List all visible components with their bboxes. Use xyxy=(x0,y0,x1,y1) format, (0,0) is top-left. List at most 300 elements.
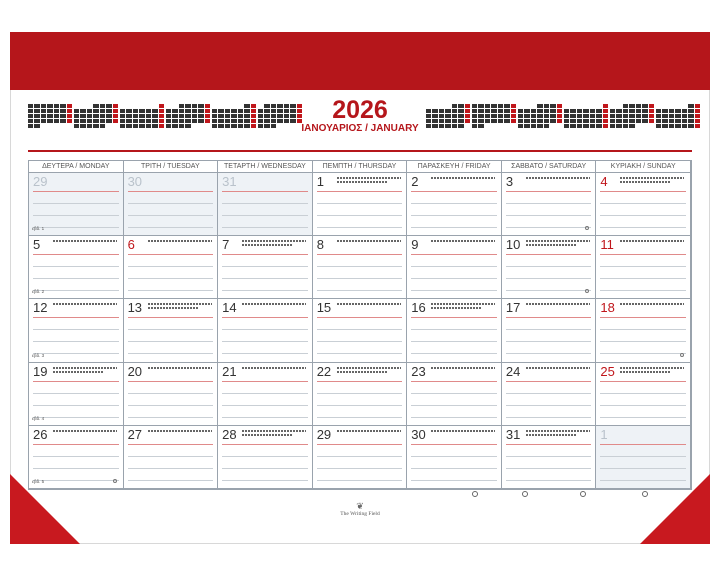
day-cell[interactable] xyxy=(313,299,408,362)
writing-line xyxy=(128,468,214,469)
writing-line xyxy=(506,417,592,418)
nameday-text xyxy=(526,303,590,305)
writing-line xyxy=(600,290,686,291)
writing-line xyxy=(506,468,592,469)
writing-line xyxy=(33,317,119,318)
writing-line xyxy=(222,341,308,342)
nameday-text xyxy=(526,177,590,179)
nameday-text xyxy=(431,307,481,309)
day-cell[interactable] xyxy=(502,173,597,236)
nameday-text xyxy=(53,430,117,432)
writing-line xyxy=(506,381,592,382)
writing-line xyxy=(411,215,497,216)
nameday-text xyxy=(620,303,684,305)
legend-new-moon xyxy=(470,491,478,497)
nameday-text xyxy=(337,367,401,369)
weekday-header: ΔΕΥΤΕΡΑ / MONDAY xyxy=(29,161,124,173)
day-cell[interactable] xyxy=(29,426,124,489)
writing-line xyxy=(128,191,214,192)
day-number: 31 xyxy=(505,426,521,442)
mini-month-days xyxy=(656,104,700,128)
week-number: εβδ. 5 xyxy=(32,478,45,484)
mini-month xyxy=(656,97,700,135)
month-title xyxy=(290,97,430,135)
day-cell[interactable] xyxy=(313,236,408,299)
day-number: 22 xyxy=(316,363,332,379)
writing-line xyxy=(222,278,308,279)
day-number: 14 xyxy=(222,300,237,316)
writing-line xyxy=(600,266,686,267)
writing-line xyxy=(600,215,686,216)
writing-line xyxy=(317,393,403,394)
writing-line xyxy=(222,215,308,216)
writing-line xyxy=(317,254,403,255)
moon-phase-icon xyxy=(585,226,589,230)
writing-line xyxy=(33,329,119,330)
day-number: 26 xyxy=(33,426,48,442)
writing-line xyxy=(128,215,214,216)
writing-line xyxy=(411,456,497,457)
writing-line xyxy=(317,203,403,204)
nameday-text xyxy=(337,430,401,432)
legend-last-quarter xyxy=(640,491,648,497)
writing-line xyxy=(411,203,497,204)
writing-line xyxy=(222,317,308,318)
month-label: ΙΑΝΟΥΑΡΙΟΣ / JANUARY xyxy=(301,123,419,134)
writing-line xyxy=(317,215,403,216)
nameday-text xyxy=(53,371,103,373)
day-cell[interactable] xyxy=(29,173,124,236)
writing-line xyxy=(600,254,686,255)
day-number: 1 xyxy=(316,174,324,189)
day-number: 18 xyxy=(600,300,615,316)
mini-month-title xyxy=(518,97,562,102)
day-cell[interactable] xyxy=(124,363,219,426)
weekday-header: ΠΑΡΑΣΚΕΥΗ / FRIDAY xyxy=(407,161,502,173)
writing-line xyxy=(317,381,403,382)
day-number: 29 xyxy=(33,174,48,189)
writing-line xyxy=(317,191,403,192)
nameday-text xyxy=(526,244,576,246)
day-number: 19 xyxy=(33,363,48,379)
writing-line xyxy=(317,266,403,267)
writing-line xyxy=(506,480,592,481)
day-number: 25 xyxy=(600,363,615,379)
legend-full-moon xyxy=(520,491,528,497)
writing-line xyxy=(128,381,214,382)
nameday-text xyxy=(148,240,212,242)
mini-month xyxy=(166,97,210,135)
mini-month-title xyxy=(610,97,654,102)
day-number: 2 xyxy=(411,174,419,189)
writing-line xyxy=(222,480,308,481)
writing-line xyxy=(600,405,686,406)
day-number: 10 xyxy=(505,237,521,253)
day-cell[interactable] xyxy=(124,299,219,362)
nameday-text xyxy=(431,367,495,369)
writing-line xyxy=(411,254,497,255)
day-cell[interactable] xyxy=(596,426,691,489)
writing-line xyxy=(506,215,592,216)
day-cell[interactable] xyxy=(407,363,502,426)
day-number: 8 xyxy=(316,237,324,253)
nameday-text xyxy=(526,367,590,369)
weekday-header: ΠΕΜΠΤΗ / THURSDAY xyxy=(313,161,408,173)
writing-line xyxy=(506,266,592,267)
day-number: 13 xyxy=(127,300,143,316)
day-number: 27 xyxy=(127,426,143,442)
day-cell[interactable] xyxy=(218,363,313,426)
nameday-text xyxy=(53,303,117,305)
writing-line xyxy=(506,329,592,330)
nameday-text xyxy=(337,177,401,179)
mini-month-title xyxy=(74,97,118,102)
writing-line xyxy=(33,456,119,457)
mini-month-days xyxy=(166,104,210,128)
moon-phase-icon xyxy=(585,289,589,293)
nameday-text xyxy=(242,367,306,369)
writing-line xyxy=(33,405,119,406)
nameday-text xyxy=(337,181,387,183)
writing-line xyxy=(411,191,497,192)
day-cell[interactable] xyxy=(29,236,124,299)
mini-month-title xyxy=(28,97,72,102)
day-cell[interactable] xyxy=(124,173,219,236)
writing-line xyxy=(600,468,686,469)
writing-line xyxy=(317,405,403,406)
day-cell[interactable] xyxy=(218,236,313,299)
day-number: 4 xyxy=(600,174,608,189)
writing-line xyxy=(411,353,497,354)
writing-line xyxy=(222,444,308,445)
writing-line xyxy=(128,203,214,204)
weekday-header: ΚΥΡΙΑΚΗ / SUNDAY xyxy=(596,161,691,173)
moon-phase-icon xyxy=(680,353,684,357)
writing-line xyxy=(411,381,497,382)
writing-line xyxy=(506,405,592,406)
writing-line xyxy=(506,393,592,394)
writing-line xyxy=(600,278,686,279)
writing-line xyxy=(33,393,119,394)
writing-line xyxy=(128,227,214,228)
week-number: εβδ. 2 xyxy=(32,289,45,295)
writing-line xyxy=(600,329,686,330)
day-number: 15 xyxy=(316,300,332,316)
top-red-band xyxy=(10,32,710,90)
writing-line xyxy=(33,353,119,354)
day-number: 23 xyxy=(411,363,426,379)
day-cell[interactable] xyxy=(313,173,408,236)
mini-month xyxy=(610,97,654,135)
day-cell[interactable] xyxy=(124,426,219,489)
writing-line xyxy=(128,393,214,394)
writing-line xyxy=(411,405,497,406)
writing-line xyxy=(222,393,308,394)
day-cell[interactable] xyxy=(313,426,408,489)
writing-line xyxy=(317,227,403,228)
writing-line xyxy=(411,444,497,445)
nameday-text xyxy=(620,371,670,373)
moon-phase-icon xyxy=(113,479,117,483)
writing-line xyxy=(317,417,403,418)
day-number: 3 xyxy=(505,174,514,189)
writing-line xyxy=(411,480,497,481)
writing-line xyxy=(128,254,214,255)
month-grid xyxy=(28,160,692,490)
nameday-text xyxy=(148,367,212,369)
day-cell[interactable] xyxy=(407,299,502,362)
nameday-text xyxy=(526,434,576,436)
writing-line xyxy=(33,266,119,267)
week-number: εβδ. 1 xyxy=(32,226,45,232)
writing-line xyxy=(600,191,686,192)
writing-line xyxy=(222,405,308,406)
writing-line xyxy=(128,290,214,291)
writing-line xyxy=(411,290,497,291)
writing-line xyxy=(317,329,403,330)
mini-month-days xyxy=(518,104,562,128)
writing-line xyxy=(128,329,214,330)
nameday-text xyxy=(242,303,306,305)
mini-month-title xyxy=(564,97,608,102)
day-number: 20 xyxy=(127,363,143,379)
writing-line xyxy=(222,266,308,267)
weekday-header: ΣΑΒΒΑΤΟ / SATURDAY xyxy=(502,161,597,173)
day-cell[interactable] xyxy=(218,426,313,489)
writing-line xyxy=(506,203,592,204)
mini-month xyxy=(28,97,72,135)
day-cell[interactable] xyxy=(218,173,313,236)
nameday-text xyxy=(431,430,495,432)
mini-month-title xyxy=(212,97,256,102)
mini-month-days xyxy=(564,104,608,128)
day-cell[interactable] xyxy=(124,236,219,299)
writing-line xyxy=(128,317,214,318)
writing-line xyxy=(222,191,308,192)
writing-line xyxy=(600,203,686,204)
mini-month-title xyxy=(472,97,516,102)
mini-month xyxy=(472,97,516,135)
writing-line xyxy=(33,290,119,291)
nameday-text xyxy=(620,367,684,369)
weekday-header: ΤΡΙΤΗ / TUESDAY xyxy=(124,161,219,173)
weekday-header: ΤΕΤΑΡΤΗ / WEDNESDAY xyxy=(218,161,313,173)
day-number: 17 xyxy=(505,300,521,316)
writing-line xyxy=(317,468,403,469)
nameday-text xyxy=(337,303,401,305)
week-number: εβδ. 4 xyxy=(32,415,45,421)
writing-line xyxy=(600,480,686,481)
writing-line xyxy=(506,317,592,318)
writing-line xyxy=(222,290,308,291)
writing-line xyxy=(128,266,214,267)
writing-line xyxy=(128,456,214,457)
day-number: 21 xyxy=(222,363,237,379)
writing-line xyxy=(506,278,592,279)
nameday-text xyxy=(148,307,198,309)
day-number: 29 xyxy=(316,426,332,442)
writing-line xyxy=(317,278,403,279)
mini-month-title xyxy=(166,97,210,102)
writing-line xyxy=(33,215,119,216)
writing-line xyxy=(506,444,592,445)
writing-line xyxy=(506,341,592,342)
writing-line xyxy=(128,353,214,354)
writing-line xyxy=(411,329,497,330)
day-cell[interactable] xyxy=(502,363,597,426)
day-cell[interactable] xyxy=(502,299,597,362)
day-number: 12 xyxy=(33,300,48,316)
day-cell[interactable] xyxy=(407,426,502,489)
writing-line xyxy=(411,417,497,418)
writing-line xyxy=(128,341,214,342)
writing-line xyxy=(411,227,497,228)
writing-line xyxy=(128,278,214,279)
writing-line xyxy=(33,480,119,481)
nameday-text xyxy=(526,430,590,432)
day-cell[interactable] xyxy=(407,173,502,236)
writing-line xyxy=(33,341,119,342)
mini-month-days xyxy=(74,104,118,128)
legend-first-quarter xyxy=(578,491,586,497)
writing-line xyxy=(33,444,119,445)
nameday-text xyxy=(242,430,306,432)
nameday-text xyxy=(431,177,495,179)
writing-line xyxy=(506,227,592,228)
writing-line xyxy=(33,381,119,382)
writing-line xyxy=(600,393,686,394)
writing-line xyxy=(33,278,119,279)
nameday-text xyxy=(242,240,306,242)
nameday-text xyxy=(337,240,401,242)
writing-line xyxy=(600,341,686,342)
nameday-text xyxy=(620,177,684,179)
writing-line xyxy=(506,191,592,192)
writing-line xyxy=(128,417,214,418)
day-number: 31 xyxy=(222,174,237,189)
writing-line xyxy=(33,468,119,469)
day-number: 7 xyxy=(222,237,230,253)
day-number: 5 xyxy=(33,237,41,253)
day-cell[interactable] xyxy=(218,299,313,362)
writing-line xyxy=(317,353,403,354)
writing-line xyxy=(128,444,214,445)
day-cell[interactable] xyxy=(502,236,597,299)
writing-line xyxy=(600,353,686,354)
nameday-text xyxy=(242,244,292,246)
writing-line xyxy=(222,417,308,418)
day-number: 24 xyxy=(505,363,521,379)
day-cell[interactable] xyxy=(596,173,691,236)
day-cell[interactable] xyxy=(596,299,691,362)
writing-line xyxy=(411,341,497,342)
writing-line xyxy=(222,227,308,228)
calendar-header xyxy=(28,95,692,150)
day-number: 6 xyxy=(127,237,135,253)
nameday-text xyxy=(53,240,117,242)
writing-line xyxy=(411,266,497,267)
writing-line xyxy=(600,317,686,318)
nameday-text xyxy=(148,303,212,305)
writing-line xyxy=(506,254,592,255)
writing-line xyxy=(411,468,497,469)
nameday-text xyxy=(620,240,684,242)
mini-month xyxy=(120,97,164,135)
writing-line xyxy=(222,468,308,469)
day-cell[interactable] xyxy=(313,363,408,426)
writing-line xyxy=(33,254,119,255)
header-divider xyxy=(28,150,692,152)
writing-line xyxy=(222,203,308,204)
writing-line xyxy=(222,329,308,330)
writing-line xyxy=(33,203,119,204)
writing-line xyxy=(506,353,592,354)
writing-line xyxy=(33,417,119,418)
mini-month xyxy=(564,97,608,135)
nameday-text xyxy=(337,371,387,373)
nameday-text xyxy=(431,303,495,305)
writing-line xyxy=(128,480,214,481)
day-number: 16 xyxy=(411,300,426,316)
writing-line xyxy=(317,456,403,457)
mini-month-days xyxy=(28,104,72,128)
butterfly-icon: ❦ xyxy=(356,501,364,511)
writing-line xyxy=(411,393,497,394)
mini-month xyxy=(74,97,118,135)
writing-line xyxy=(33,191,119,192)
nameday-text xyxy=(53,367,117,369)
mini-month-days xyxy=(212,104,256,128)
day-number: 28 xyxy=(222,426,237,442)
nameday-text xyxy=(620,181,670,183)
writing-line xyxy=(411,317,497,318)
day-cell[interactable] xyxy=(596,236,691,299)
writing-line xyxy=(506,456,592,457)
mini-month-title xyxy=(426,97,470,102)
day-number: 9 xyxy=(411,237,419,253)
mini-month-days xyxy=(120,104,164,128)
writing-line xyxy=(222,254,308,255)
mini-month-days xyxy=(426,104,470,128)
day-cell[interactable] xyxy=(407,236,502,299)
mini-month xyxy=(518,97,562,135)
writing-line xyxy=(506,290,592,291)
day-cell[interactable] xyxy=(29,363,124,426)
nameday-text xyxy=(526,240,590,242)
mini-month-days xyxy=(472,104,516,128)
brand-name: The Writing Field xyxy=(340,511,380,517)
nameday-text xyxy=(148,430,212,432)
writing-line xyxy=(317,444,403,445)
writing-line xyxy=(600,381,686,382)
day-cell[interactable] xyxy=(596,363,691,426)
nameday-text xyxy=(431,240,495,242)
mini-month-title xyxy=(120,97,164,102)
mini-month xyxy=(212,97,256,135)
day-number: 11 xyxy=(600,237,614,253)
day-number: 1 xyxy=(600,426,608,442)
brand-logo xyxy=(330,502,390,517)
writing-line xyxy=(600,417,686,418)
writing-line xyxy=(600,444,686,445)
day-cell[interactable] xyxy=(502,426,597,489)
writing-line xyxy=(317,341,403,342)
writing-line xyxy=(317,480,403,481)
writing-line xyxy=(128,405,214,406)
nameday-text xyxy=(242,434,292,436)
day-cell[interactable] xyxy=(29,299,124,362)
writing-line xyxy=(33,227,119,228)
